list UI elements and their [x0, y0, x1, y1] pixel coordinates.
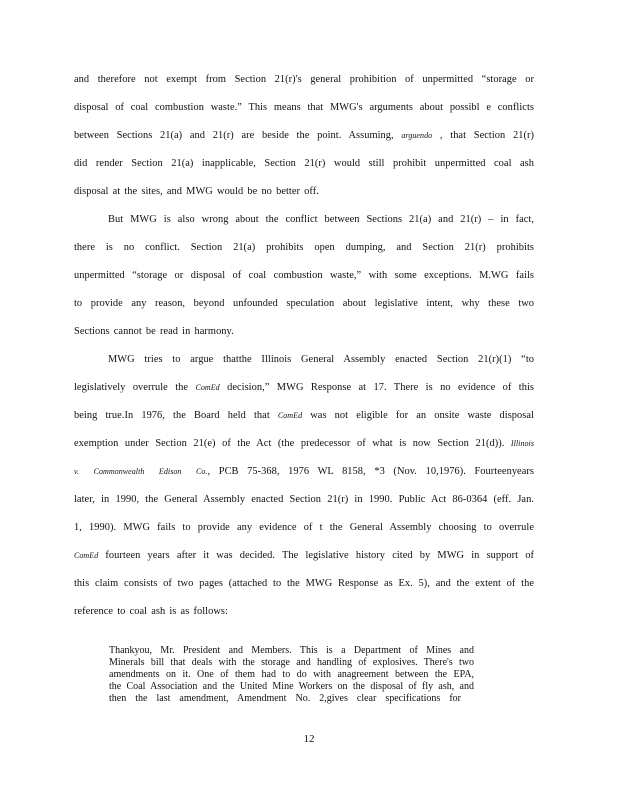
body-line	[74, 130, 534, 141]
italic-term: ComEd	[74, 551, 99, 560]
quote-line: amendments on it. One of them had to do with anagreement between the EPA,	[109, 669, 474, 680]
body-line: this claim consists of two pages (attached to the MWG Response as Ex. 5), and the extent of the	[74, 578, 534, 589]
text-run: , PCB 75-368, 1976 WL 8158, *3 (Nov. 10,1976). Fourteenyears	[207, 466, 534, 477]
body-line: 1, 1990). MWG fails to provide any evidence of t the General Assembly choosing to overrule	[74, 522, 534, 533]
body-line: unpermitted “storage or disposal of coal combustion waste,” with some exceptions. M.WG fails	[74, 270, 534, 281]
text-run: , that Section 21(r)	[432, 130, 534, 141]
italic-term: ComEd	[195, 383, 220, 392]
body-line: there is no conflict. Section 21(a) prohibits open dumping, and Section 21(r) prohibits	[74, 242, 534, 253]
text-run: was not eligible for an onsite waste disposal	[302, 410, 534, 421]
page-number: 12	[303, 733, 315, 745]
body-line: MWG tries to argue thatthe Illinois General Assembly enacted Section 21(r)(1) “to	[108, 354, 534, 365]
body-line	[74, 550, 534, 561]
italic-term: Illinois	[510, 439, 534, 448]
body-line: did render Section 21(a) inapplicable, Section 21(r) would still prohibit unpermitted coal ash	[74, 158, 534, 169]
text-run: legislatively overrule the	[74, 382, 196, 393]
body-line: to provide any reason, beyond unfounded speculation about legislative intent, why these two	[74, 298, 534, 309]
body-line	[74, 438, 534, 449]
body-line: reference to coal ash is as follows:	[74, 606, 228, 617]
body-line: Sections cannot be read in harmony.	[74, 326, 234, 337]
quote-line: the Coal Association and the United Mine Workers on the disposal of fly ash, and	[109, 681, 474, 692]
italic-term: ComEd	[277, 411, 303, 420]
text-run: fourteen years after it was decided. The legislative history cited by MWG in support of	[98, 550, 534, 561]
body-line	[74, 466, 534, 477]
quote-line: then the last amendment, Amendment No. 2,gives clear specifications for	[109, 693, 461, 704]
text-run: decision,” MWG Response at 17. There is no evidence of this	[219, 382, 534, 393]
quote-line: Thankyou, Mr. President and Members. This is a Department of Mines and	[109, 645, 474, 656]
body-line: disposal at the sites, and MWG would be no better off.	[74, 186, 319, 197]
quote-line: Minerals bill that deals with the storage and handling of explosives. There's two	[109, 657, 474, 668]
text-run: exemption under Section 21(e) of the Act (the predecessor of what is now Section 21(d)).	[74, 438, 511, 449]
body-line: later, in 1990, the General Assembly enacted Section 21(r) in 1990. Public Act 86-0364 (eff. Jan.	[74, 494, 534, 505]
italic-term: arguendo	[401, 131, 433, 140]
body-line	[74, 410, 534, 421]
body-line: disposal of coal combustion waste.” This means that MWG's arguments about possibl e conflicts	[74, 102, 534, 113]
text-run: being true.In 1976, the Board held that	[74, 410, 278, 421]
case-citation: v. Commonwealth Edison Co.	[74, 467, 208, 476]
text-run: between Sections 21(a) and 21(r) are beside the point. Assuming,	[74, 130, 402, 141]
body-line: But MWG is also wrong about the conflict between Sections 21(a) and 21(r) – in fact,	[108, 214, 534, 225]
body-line	[74, 382, 534, 393]
body-line: and therefore not exempt from Section 21(r)'s general prohibition of unpermitted “storage or	[74, 74, 534, 85]
